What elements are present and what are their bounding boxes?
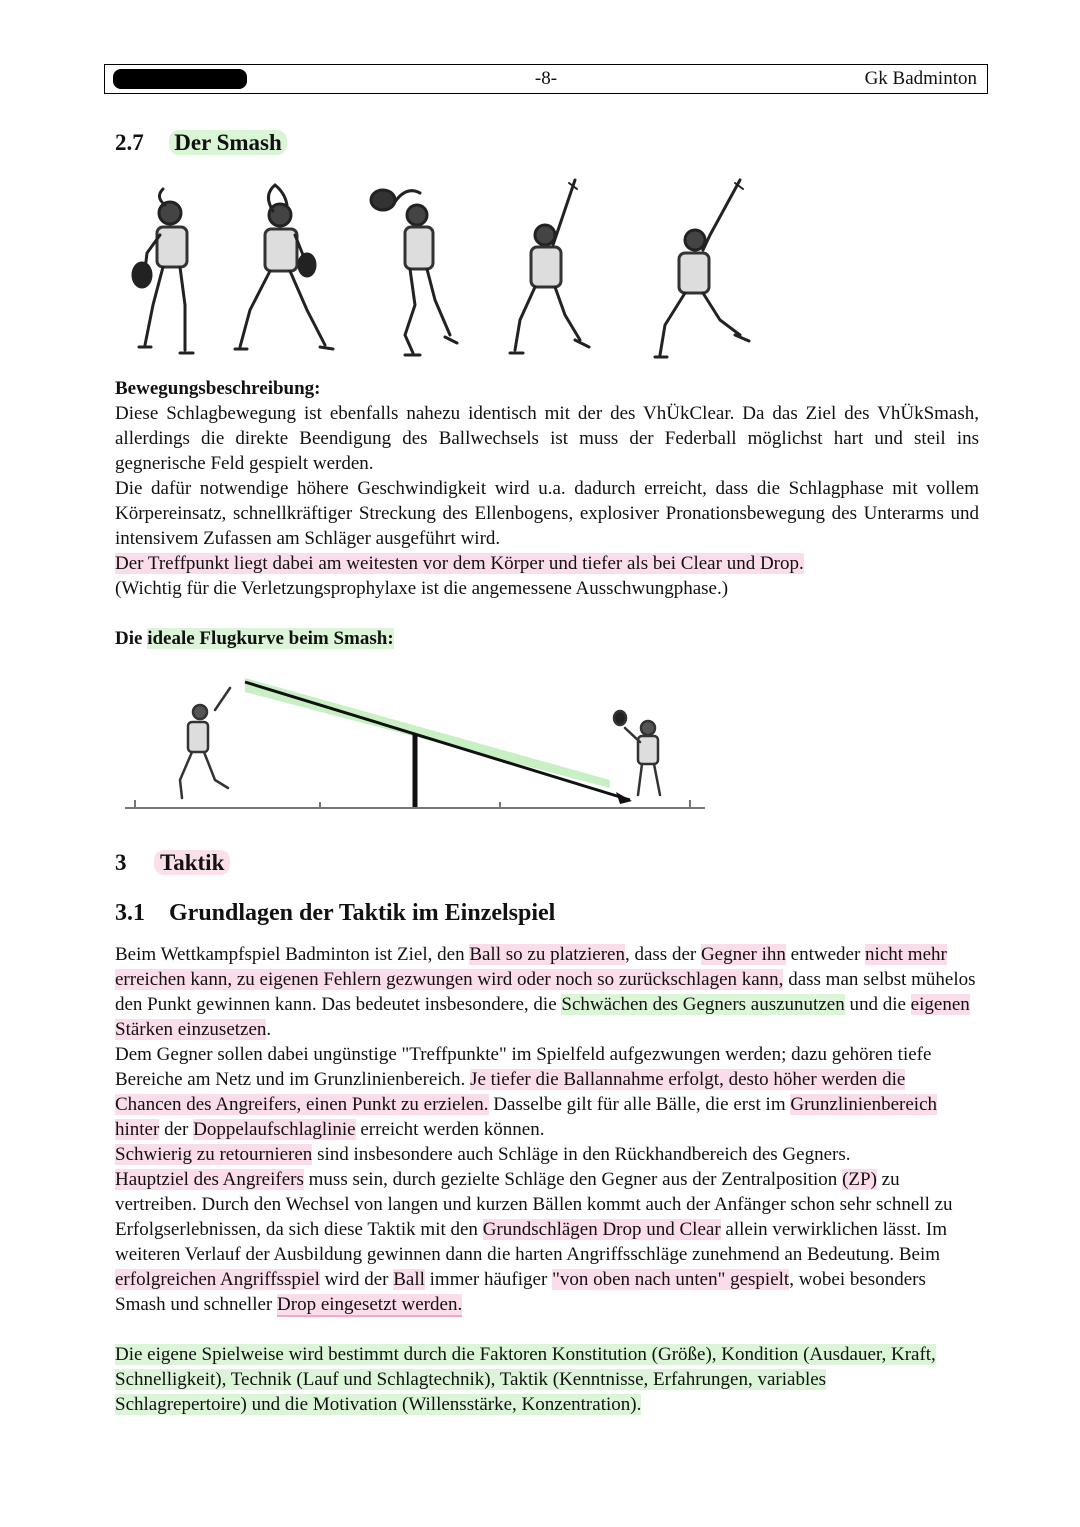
player-phase-2: [235, 185, 333, 349]
smash-sequence-figure: [125, 175, 765, 370]
defending-player: [614, 711, 660, 795]
section-title-tactics: Taktik: [154, 850, 230, 875]
highlighted-sentence: Der Treffpunkt liegt dabei am weitesten vor dem Körper und tiefer als bei Clear und Drop.: [115, 553, 804, 574]
player-phase-5: [655, 180, 749, 357]
player-phase-4: [510, 180, 589, 353]
flight-path-line: [245, 682, 630, 800]
flight-highlight: [245, 678, 610, 788]
smash-paragraph-4: (Wichtig für die Verletzungsprophylaxe ist die angemessene Ausschwungphase.): [115, 578, 729, 599]
basics-paragraph-1: Beim Wettkampfspiel Badminton ist Ziel, den Ball so zu platzieren, dass der Gegner ihn entweder nicht mehr erreichen kann, zu eigenen Fehlern gezwungen wird oder noch so zurückschlagen kann, dass man selbst mühelos den Punkt gewinnen kann. Das bedeutet insbesondere, die Schwächen des Gegners auszunutzen und die eigenen Stärken einzusetzen.: [115, 944, 976, 1040]
movement-description-label: Bewegungsbeschreibung:: [115, 378, 321, 399]
arrow-head: [616, 792, 632, 804]
player-phase-1: [133, 189, 193, 353]
page-header: [104, 64, 988, 94]
player-phase-3: [371, 190, 457, 355]
section-title: Der Smash: [169, 130, 287, 155]
flight-curve-label: Die ideale Flugkurve beim Smash:: [115, 628, 394, 649]
attacking-player: [180, 688, 230, 798]
page-number: -8-: [534, 68, 558, 89]
basics-paragraph-4: Hauptziel des Angreifers muss sein, durch gezielte Schläge den Gegner aus der Zentralposition (ZP) zu vertreiben. Durch den Wechsel von langen und kurzen Bällen kommt auch der Anfänger schon sehr schnell zu Erfolgserlebnissen, da sich diese Taktik mit den Grundschlägen Drop und Clear allein verwirklichen lässt. Im weiteren Verlauf der Ausbildung gewinnen dann die harten Angriffsschläge zunehmend an Bedeutung. Beim erfolgreichen Angriffsspiel wird der Ball immer häufiger "von oben nach unten" gespielt, wobei besonders Smash und schneller Drop eingesetzt werden.: [115, 1169, 953, 1315]
section-heading-smash: [115, 130, 287, 156]
smash-paragraph-3: [115, 551, 979, 576]
course-title: Gk Badminton: [864, 68, 977, 89]
flight-curve-figure: [120, 670, 710, 815]
smash-paragraph-1: Diese Schlagbewegung ist ebenfalls nahezu identisch mit der des VhÜkClear. Da das Ziel des VhÜkSmash, allerdings die direkte Beendigung des Ballwechsels ist muss der Federball möglichst hart und steil ins gegnerische Feld gespielt werden.: [115, 403, 979, 474]
basics-paragraph-3: Schwierig zu retournieren sind insbesondere auch Schläge in den Rückhandbereich des Gegners.: [115, 1144, 851, 1165]
smash-paragraph-2: Die dafür notwendige höhere Geschwindigkeit wird u.a. dadurch erreicht, dass die Schlagphase mit vollem Körpereinsatz, schnellkräftiger Streckung des Ellenbogens, explosiver Pronationsbewegung des Unterarms und intensivem Zufassen am Schläger ausgeführt wird.: [115, 478, 979, 549]
section-heading-tactics: 3 Taktik: [115, 850, 230, 876]
basics-paragraph-5: Die eigene Spielweise wird bestimmt durch die Faktoren Konstitution (Größe), Kondition (Ausdauer, Kraft, Schnelligkeit), Technik (Lauf und Schlagtechnik), Taktik (Kenntnisse, Erfahrungen, variables Schlagrepertoire) und die Motivation (Willensstärke, Konzentration).: [115, 1344, 936, 1415]
basics-paragraph-2: Dem Gegner sollen dabei ungünstige "Treffpunkte" im Spielfeld aufgezwungen werden; dazu gehören tiefe Bereiche am Netz und im Grunzlinienbereich. Je tiefer die Ballannahme erfolgt, desto höher werden die Chancen des Angreifers, einen Punkt zu erzielen. Dasselbe gilt für alle Bälle, die erst im Grunzlinienbereich hinter der Doppelaufschlaglinie erreicht werden können.: [115, 1044, 938, 1140]
section-title-basics: Grundlagen der Taktik im Einzelspiel: [169, 900, 556, 926]
section-heading-basics: 3.1 Grundlagen der Taktik im Einzelspiel: [115, 900, 556, 926]
section-number: 2.7: [115, 130, 144, 155]
